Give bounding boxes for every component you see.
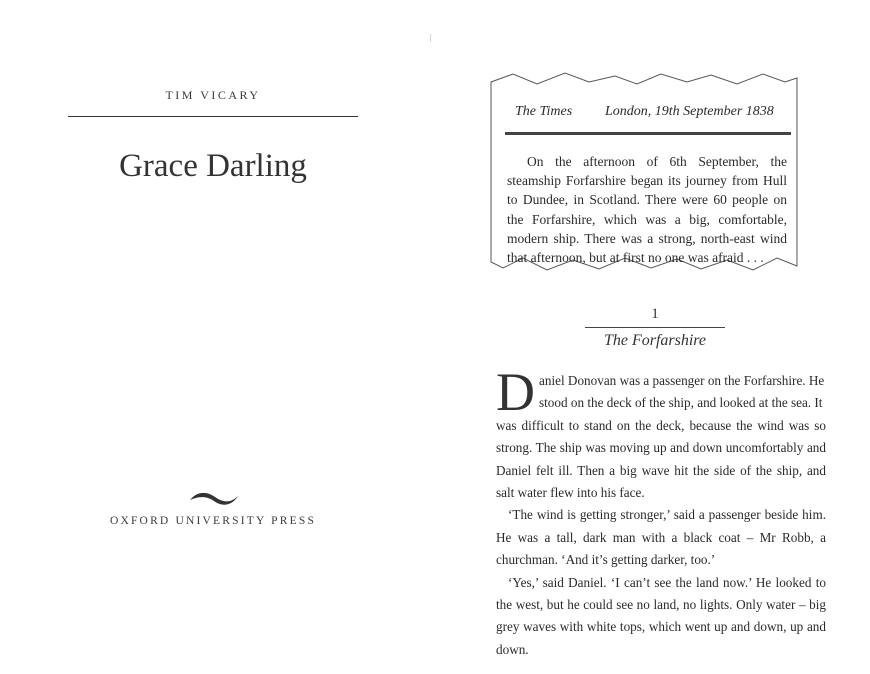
- clipping-body: On the afternoon of 6th September, the steamship Forfarshire began its journey from Hull to Dundee, in Scotland. There were 60 people on the Forfarshire, which was a big, comfortable, modern ship. There was a strong, north-east wind that afternoon, but at first no one was afraid . . .: [507, 154, 787, 266]
- author-divider: [68, 116, 358, 117]
- publisher-name: OXFORD UNIVERSITY PRESS: [109, 515, 317, 527]
- clipping-rule: [505, 132, 791, 135]
- story-paragraph: ‘The wind is getting stronger,’ said a passenger beside him. He was a tall, dark man with a black coat – Mr Robb, a churchman. ‘And it’s getting darker, too.’: [496, 507, 826, 568]
- drop-cap: D: [496, 362, 535, 422]
- story-line: stood on the deck of the ship, and looked at the sea. It: [539, 395, 823, 411]
- story-line: aniel Donovan was a passenger on the Forfarshire. He: [539, 373, 825, 388]
- newspaper-name: The Times: [515, 104, 573, 119]
- publisher-swash-icon: [188, 488, 240, 508]
- book-title: Grace Darling: [119, 148, 307, 184]
- chapter-title: The Forfarshire: [603, 332, 707, 349]
- story-text: [496, 362, 826, 661]
- chapter-number: 1: [651, 306, 659, 322]
- clipping-dateline: London, 19th September 1838: [605, 104, 774, 119]
- author-name: TIM VICARY: [165, 88, 261, 102]
- story-line: was difficult to stand on the deck, because the wind was so strong. The ship was moving up and down uncomfortably and Daniel felt ill. Then a big wave hit the side of the ship, and salt water flew into his face.: [496, 417, 826, 501]
- chapter-divider: [585, 327, 725, 328]
- story-paragraph: ‘Yes,’ said Daniel. ‘I can’t see the land now.’ He looked to the west, but he could see no land, no lights. Only water – big grey waves with white tops, which went up and down, up and down.: [496, 574, 826, 657]
- story-paragraph: [496, 362, 826, 504]
- newspaper-clipping: [485, 70, 803, 276]
- chapter-page: [435, 0, 870, 674]
